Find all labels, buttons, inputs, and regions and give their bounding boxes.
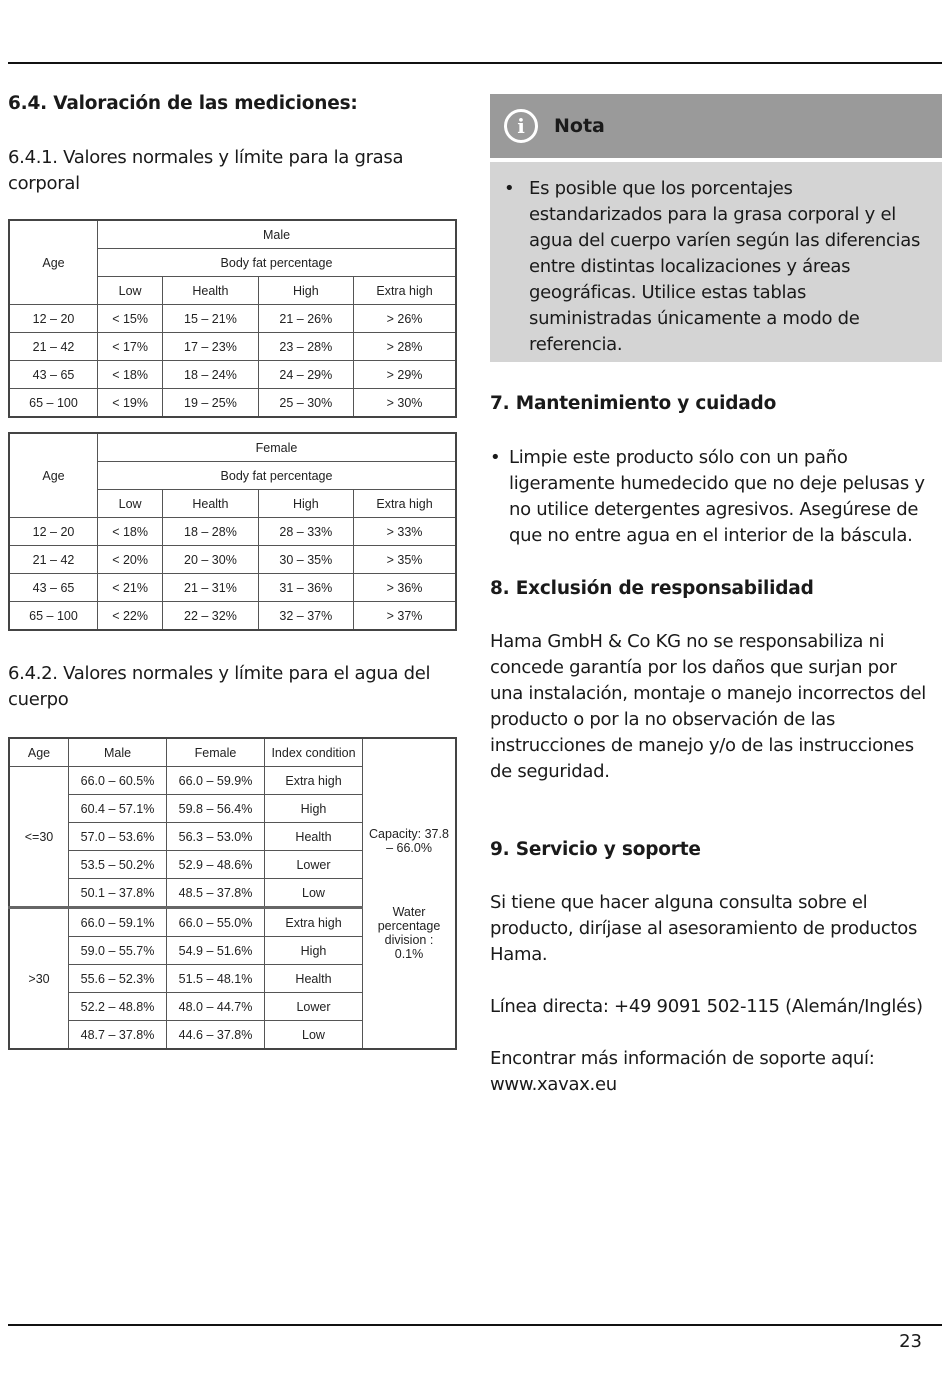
age-cell: 12 – 20: [9, 518, 98, 546]
age-cell: 65 – 100: [9, 389, 98, 418]
support-text: Si tiene que hacer alguna consulta sobre el producto, diríjase al asesoramiento de productos Hama.: [490, 892, 918, 965]
right-column: [490, 94, 942, 1098]
value-cell: < 17%: [98, 333, 163, 361]
value-cell: 30 – 35%: [258, 546, 353, 574]
section-heading-7: 7. Mantenimiento y cuidado: [490, 393, 777, 414]
subheading-6-4-1: 6.4.1. Valores normales y límite para la grasa corporal: [8, 147, 404, 194]
value-cell: 48.7 – 37.8%: [69, 1021, 167, 1050]
value-cell: 59.8 – 56.4%: [167, 795, 265, 823]
age-header: Age: [9, 220, 98, 305]
value-cell: 55.6 – 52.3%: [69, 965, 167, 993]
subheading-6-4-2: 6.4.2. Valores normales y límite para el agua del cuerpo: [8, 663, 431, 710]
value-cell: 48.0 – 44.7%: [167, 993, 265, 1021]
section-heading-9: 9. Servicio y soporte: [490, 839, 701, 860]
maintenance-text: Limpie este producto sólo con un paño ligeramente humedecido que no deje pelusas y no utilice detergentes agresivos. Asegúrese de que no entre agua en el interior de la báscula.: [509, 447, 925, 546]
bullet-icon: •: [490, 447, 501, 468]
value-cell: 31 – 36%: [258, 574, 353, 602]
water-age-cell: >30: [9, 908, 69, 1050]
value-cell: < 15%: [98, 305, 163, 333]
value-cell: < 18%: [98, 361, 163, 389]
top-rule: [8, 62, 942, 64]
support-info-text: Encontrar más información de soporte aquí:: [490, 1048, 875, 1069]
maintenance-bullet: [490, 445, 930, 549]
value-cell: 48.5 – 37.8%: [167, 879, 265, 908]
column-header: Health: [163, 277, 258, 305]
value-cell: > 37%: [354, 602, 456, 631]
value-cell: < 20%: [98, 546, 163, 574]
value-cell: Extra high: [265, 908, 363, 937]
value-cell: Low: [265, 879, 363, 908]
table-row: [9, 333, 456, 361]
column-header: Extra high: [354, 277, 456, 305]
value-cell: Extra high: [265, 767, 363, 795]
left-column: [8, 92, 460, 1050]
page-number: 23: [899, 1331, 922, 1352]
value-cell: 66.0 – 60.5%: [69, 767, 167, 795]
value-cell: > 36%: [354, 574, 456, 602]
value-cell: < 18%: [98, 518, 163, 546]
section-heading-8: 8. Exclusión de responsabilidad: [490, 578, 814, 599]
value-cell: 66.0 – 55.0%: [167, 908, 265, 937]
value-cell: 19 – 25%: [163, 389, 258, 418]
value-cell: 56.3 – 53.0%: [167, 823, 265, 851]
value-cell: 25 – 30%: [258, 389, 353, 418]
table-row: [9, 602, 456, 631]
water-header-age: Age: [9, 738, 69, 767]
value-cell: Lower: [265, 851, 363, 879]
note-header: [490, 94, 942, 158]
value-cell: 18 – 24%: [163, 361, 258, 389]
value-cell: 53.5 – 50.2%: [69, 851, 167, 879]
age-cell: 21 – 42: [9, 546, 98, 574]
bottom-rule: [8, 1324, 942, 1326]
value-cell: 15 – 21%: [163, 305, 258, 333]
value-cell: 54.9 – 51.6%: [167, 937, 265, 965]
value-cell: < 21%: [98, 574, 163, 602]
water-header-female: Female: [167, 738, 265, 767]
column-header: Low: [98, 277, 163, 305]
male-body-fat-table: [8, 219, 457, 418]
value-cell: < 19%: [98, 389, 163, 418]
division-text: Water percentage division : 0.1%: [377, 904, 441, 961]
female-group-header: Female: [98, 433, 457, 462]
note-box: [490, 94, 942, 362]
column-header: Health: [163, 490, 258, 518]
value-cell: > 26%: [354, 305, 456, 333]
value-cell: 57.0 – 53.6%: [69, 823, 167, 851]
body-water-table: [8, 737, 457, 1050]
liability-text: Hama GmbH & Co KG no se responsabiliza ni concede garantía por los daños que surjan por una instalación, montaje o manejo incorrectos del producto o por la no observación de las instrucciones de manejo y/o de las instrucciones de seguridad.: [490, 631, 926, 782]
column-header: Low: [98, 490, 163, 518]
value-cell: 20 – 30%: [163, 546, 258, 574]
table-row: [9, 389, 456, 418]
water-side-info: [363, 738, 457, 1049]
age-cell: 12 – 20: [9, 305, 98, 333]
female-body-fat-table: [8, 432, 457, 631]
value-cell: 21 – 31%: [163, 574, 258, 602]
age-cell: 65 – 100: [9, 602, 98, 631]
hotline-text: Línea directa: +49 9091 502-115 (Alemán/Inglés): [490, 996, 923, 1017]
water-header-index: Index condition: [265, 738, 363, 767]
value-cell: 23 – 28%: [258, 333, 353, 361]
note-title: Nota: [554, 115, 605, 137]
value-cell: 24 – 29%: [258, 361, 353, 389]
female-subgroup-header: Body fat percentage: [98, 462, 457, 490]
value-cell: High: [265, 795, 363, 823]
table-row: [9, 361, 456, 389]
info-icon: i: [504, 109, 538, 143]
value-cell: 52.2 – 48.8%: [69, 993, 167, 1021]
column-header: High: [258, 277, 353, 305]
male-group-header: Male: [98, 220, 457, 249]
note-text: Es posible que los porcentajes estandarizados para la grasa corporal y el agua del cuerpo varíen según las diferencias entre distintas localizaciones y áreas geográficas. Utilice estas tablas suministradas únicamente a modo de referencia.: [529, 178, 921, 355]
value-cell: Health: [265, 823, 363, 851]
value-cell: Health: [265, 965, 363, 993]
value-cell: 66.0 – 59.1%: [69, 908, 167, 937]
section-heading-6-4: 6.4. Valoración de las mediciones:: [8, 93, 358, 114]
value-cell: > 35%: [354, 546, 456, 574]
male-subgroup-header: Body fat percentage: [98, 249, 457, 277]
value-cell: 32 – 37%: [258, 602, 353, 631]
value-cell: 52.9 – 48.6%: [167, 851, 265, 879]
column-header: Extra high: [354, 490, 456, 518]
value-cell: 28 – 33%: [258, 518, 353, 546]
value-cell: 21 – 26%: [258, 305, 353, 333]
support-link[interactable]: www.xavax.eu: [490, 1074, 617, 1095]
age-header: Age: [9, 433, 98, 518]
value-cell: 17 – 23%: [163, 333, 258, 361]
age-cell: 43 – 65: [9, 574, 98, 602]
capacity-text: Capacity: 37.8 – 66.0%: [369, 826, 449, 855]
value-cell: 44.6 – 37.8%: [167, 1021, 265, 1050]
table-row: [9, 574, 456, 602]
note-bullet: [504, 176, 930, 358]
water-header-male: Male: [69, 738, 167, 767]
value-cell: 50.1 – 37.8%: [69, 879, 167, 908]
age-cell: 43 – 65: [9, 361, 98, 389]
value-cell: 22 – 32%: [163, 602, 258, 631]
value-cell: Low: [265, 1021, 363, 1050]
value-cell: > 29%: [354, 361, 456, 389]
table-row: [9, 546, 456, 574]
value-cell: > 30%: [354, 389, 456, 418]
value-cell: 51.5 – 48.1%: [167, 965, 265, 993]
water-age-cell: <=30: [9, 767, 69, 908]
value-cell: 66.0 – 59.9%: [167, 767, 265, 795]
value-cell: > 28%: [354, 333, 456, 361]
age-cell: 21 – 42: [9, 333, 98, 361]
value-cell: Lower: [265, 993, 363, 1021]
bullet-icon: •: [504, 178, 515, 199]
value-cell: 59.0 – 55.7%: [69, 937, 167, 965]
table-row: [9, 518, 456, 546]
value-cell: 60.4 – 57.1%: [69, 795, 167, 823]
column-header: High: [258, 490, 353, 518]
value-cell: 18 – 28%: [163, 518, 258, 546]
note-body: [490, 162, 942, 362]
value-cell: High: [265, 937, 363, 965]
value-cell: > 33%: [354, 518, 456, 546]
value-cell: < 22%: [98, 602, 163, 631]
table-row: [9, 305, 456, 333]
